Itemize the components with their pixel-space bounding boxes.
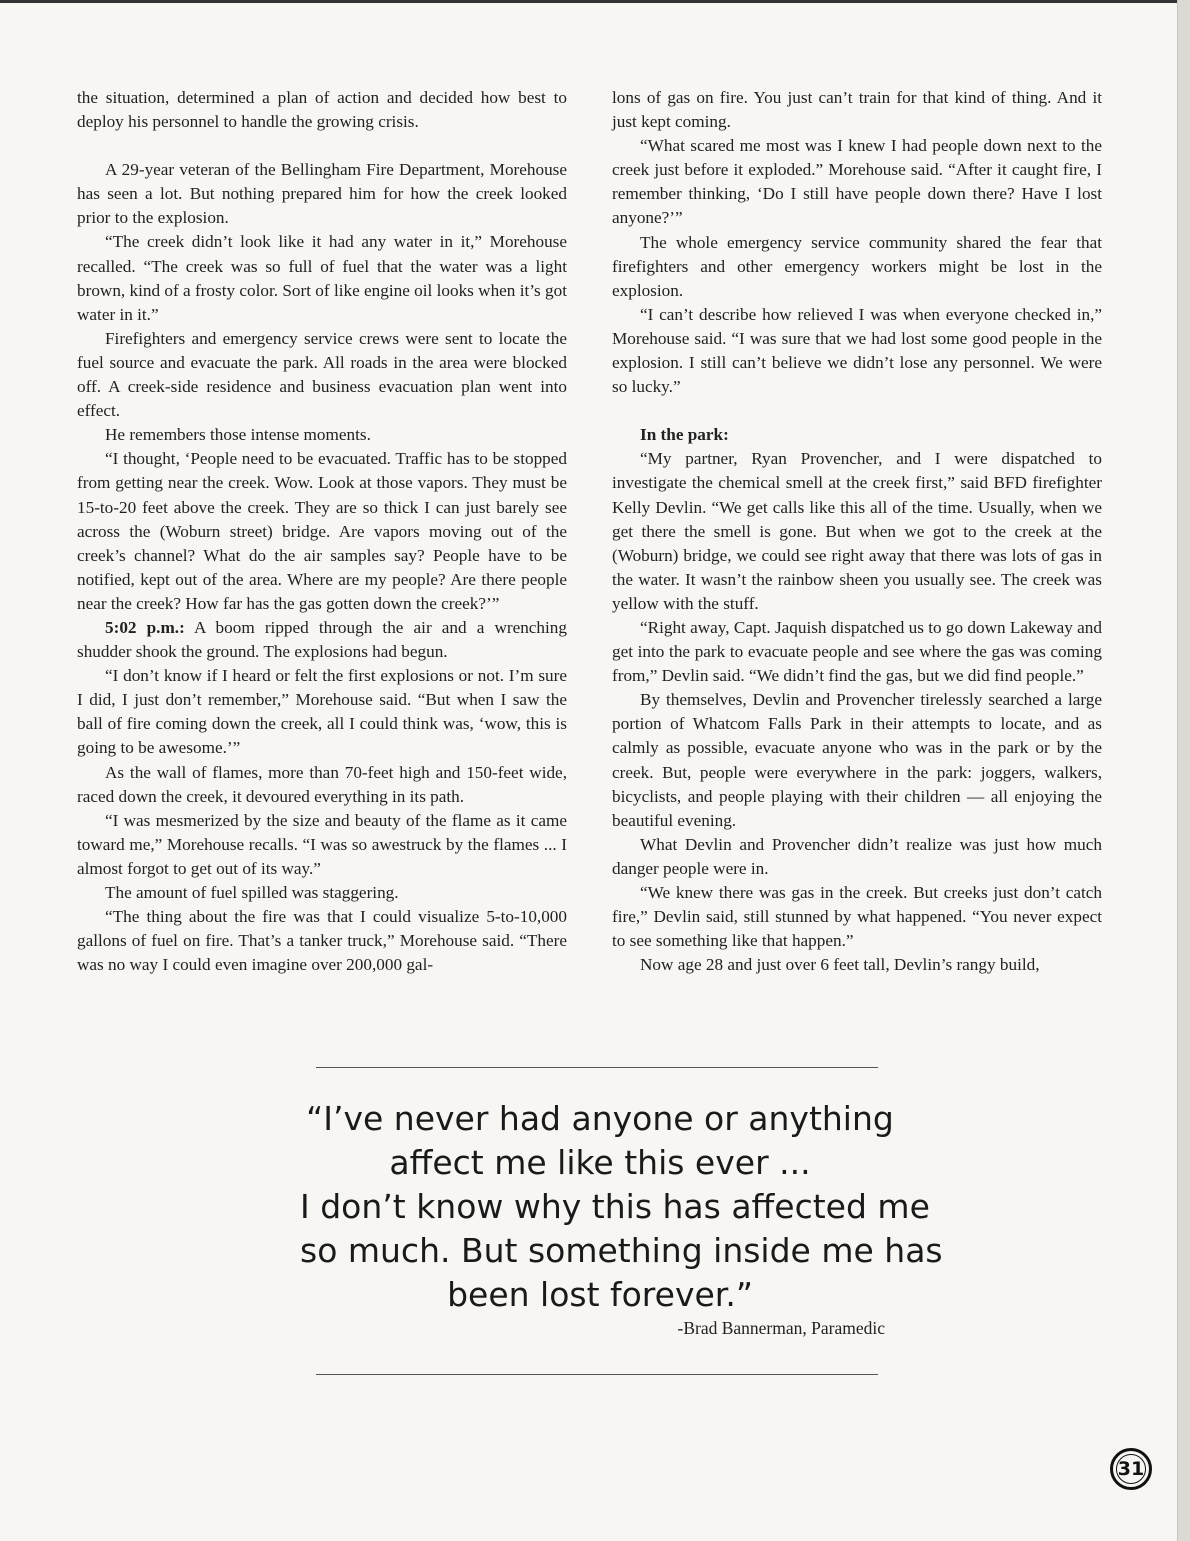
article-paragraph bbox=[77, 761, 567, 809]
pull-quote-line: affect me like this ever ... bbox=[389, 1143, 811, 1182]
paragraph-text: lons of gas on fire. You just can’t train for that kind of thing. And it just kept coming. bbox=[612, 88, 1102, 132]
article-paragraph bbox=[77, 664, 567, 760]
article-paragraph bbox=[612, 134, 1102, 230]
article-paragraph bbox=[612, 86, 1102, 134]
page-number: 31 bbox=[1117, 1458, 1145, 1480]
article-paragraph bbox=[612, 881, 1102, 953]
paragraph-text: “I don’t know if I heard or felt the first explosions or not. I’m sure I did, I just don’t remember,” Morehouse said. “But when I saw the ball of fire coming down the creek, all I could think was, ‘wow, this is going to be awesome.’” bbox=[77, 666, 567, 758]
paragraph-text: A boom ripped through the air and a wrenching shudder shook the ground. The explosions had begun. bbox=[77, 617, 567, 662]
article-paragraph bbox=[77, 809, 567, 881]
article-paragraph bbox=[612, 303, 1102, 399]
paragraph-text: “We knew there was gas in the creek. But creeks just don’t catch fire,” Devlin said, still stunned by what happened. “You never expect to see something like that happen.” bbox=[612, 883, 1102, 951]
article-paragraph bbox=[612, 447, 1102, 616]
article-paragraph bbox=[612, 688, 1102, 833]
paragraph-text: “I was mesmerized by the size and beauty of the flame as it came toward me,” Morehouse recalls. “I was so awestruck by the flames ... I almost forgot to get out of its way.” bbox=[77, 810, 567, 878]
paragraph-text: “My partner, Ryan Provencher, and I were dispatched to investigate the chemical smell at the creek first,” said BFD firefighter Kelly Devlin. “We get calls like this all of the time. Usually, when we get there the smell is gone. But when we got to the creek at the (Woburn) bridge, we could see right away that there was lots of gas in the water. It wasn’t the rainbow sheen you usually see. The creek was yellow with the stuff. bbox=[612, 449, 1102, 613]
pull-quote bbox=[300, 1097, 943, 1317]
pull-quote-line: been lost forever.” bbox=[447, 1275, 753, 1314]
article-paragraph bbox=[77, 616, 567, 664]
article-paragraph bbox=[77, 86, 567, 134]
article-paragraph bbox=[77, 158, 567, 230]
left-column bbox=[77, 86, 567, 977]
paragraph-text: Now age 28 and just over 6 feet tall, Devlin’s rangy build, bbox=[640, 955, 1040, 975]
article-paragraph bbox=[612, 833, 1102, 881]
article-paragraph bbox=[77, 230, 567, 326]
paragraph-text: What Devlin and Provencher didn’t realize was just how much danger people were in. bbox=[612, 834, 1102, 878]
top-rule bbox=[0, 0, 1180, 3]
paragraph-text: “I can’t describe how relieved I was when everyone checked in,” Morehouse said. “I was sure that we had lost some good people in the explosion. I still can’t believe we didn’t lose any personnel. We were so lucky.” bbox=[612, 304, 1102, 397]
article-paragraph bbox=[77, 447, 567, 616]
right-column bbox=[612, 86, 1102, 977]
paragraph-text: “I thought, ‘People need to be evacuated. Traffic has to be stopped from getting near the creek. Wow. Look at those vapors. They must be 15-to-20 feet above the creek. They are so thick I can just barely see across the (Woburn street) bridge. Are vapors moving out of the creek’s channel? What do the air samples say? People have to be notified, kept out of the area. Where are my people? Are there people near the creek? How far has the gas gotten down the creek?’” bbox=[77, 449, 567, 613]
article-paragraph bbox=[612, 231, 1102, 303]
pull-quote-attribution: -Brad Bannerman, Paramedic bbox=[677, 1318, 885, 1338]
page-number-badge bbox=[1110, 1448, 1152, 1490]
paragraph-text: “What scared me most was I knew I had people down next to the creek just before it exploded.” Morehouse said. “After it caught fire, I remember thinking, ‘Do I still have people down there? Have I lost anyone?’” bbox=[612, 136, 1102, 228]
paragraph-text: “The thing about the fire was that I could visualize 5-to-10,000 gallons of fuel on fire. That’s a tanker truck,” Morehouse said. “There was no way I could even imagine over 200,000 gal- bbox=[77, 907, 567, 975]
paragraph-text: The amount of fuel spilled was staggering. bbox=[105, 883, 399, 902]
paragraph-text: the situation, determined a plan of action and decided how best to deploy his personnel to handle the growing crisis. bbox=[77, 88, 567, 132]
paragraph-text: As the wall of flames, more than 70-feet high and 150-feet wide, raced down the creek, it devoured everything in its path. bbox=[77, 762, 567, 806]
paragraph-text: The whole emergency service community shared the fear that firefighters and other emergency workers might be lost in the explosion. bbox=[612, 232, 1102, 300]
paragraph-text: “Right away, Capt. Jaquish dispatched us to go down Lakeway and get into the park to evacuate people and see where the gas was coming from,” Devlin said. “We didn’t find the gas, but we did find people.” bbox=[612, 617, 1102, 686]
paragraph-text: By themselves, Devlin and Provencher tirelessly searched a large portion of Whatcom Falls Park in their attempts to locate, and as calmly as possible, evacuate anyone who was in the park or by the creek. But, people were everywhere in the park: joggers, walkers, bicyclists, and people playing with their children — all enjoying the beautiful evening. bbox=[612, 690, 1102, 830]
paragraph-text: Firefighters and emergency service crews were sent to locate the fuel source and evacuate the park. All roads in the area were blocked off. A creek-side residence and business evacuation plan went into effect. bbox=[77, 328, 567, 421]
pull-quote-rule-bottom bbox=[316, 1374, 878, 1375]
article-paragraph bbox=[612, 616, 1102, 688]
pull-quote-line: “I’ve never had anyone or anything bbox=[306, 1099, 894, 1138]
article-paragraph bbox=[77, 881, 567, 905]
time-stamp: 5:02 p.m.: bbox=[105, 617, 185, 637]
pull-quote-line: so much. But something inside me has bbox=[300, 1231, 943, 1270]
page-edge bbox=[1177, 0, 1190, 1541]
section-subhead: In the park: bbox=[640, 425, 729, 445]
paragraph-text: He remembers those intense moments. bbox=[105, 425, 371, 445]
pull-quote-line: I don’t know why this has affected me bbox=[300, 1187, 930, 1226]
pull-quote-rule-top bbox=[316, 1067, 878, 1068]
article-paragraph bbox=[612, 953, 1102, 977]
article-paragraph bbox=[77, 423, 567, 447]
article-paragraph bbox=[77, 905, 567, 977]
paragraph-text: “The creek didn’t look like it had any water in it,” Morehouse recalled. “The creek was so full of fuel that the water was a light brown, kind of a frosty color. Sort of like engine oil looks when it’s got water in it.” bbox=[77, 232, 567, 324]
article-paragraph bbox=[77, 327, 567, 423]
paragraph-text: A 29-year veteran of the Bellingham Fire Department, Morehouse has seen a lot. But nothing prepared him for how the creek looked prior to the explosion. bbox=[77, 160, 567, 228]
